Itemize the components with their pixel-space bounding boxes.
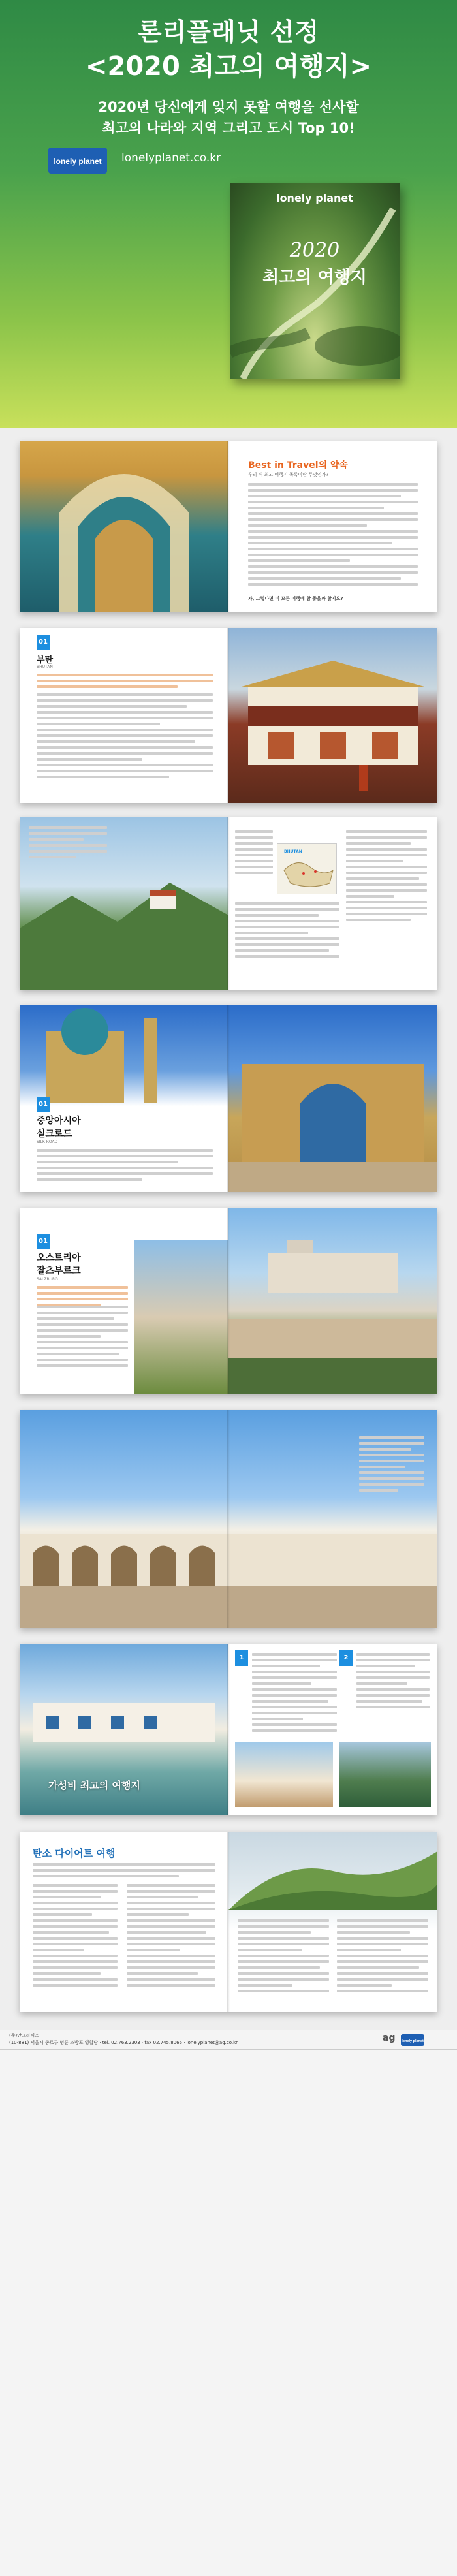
hero-subtitle-line2: 최고의 나라와 지역 그리고 도시 Top 10! (102, 120, 355, 136)
bhutan-lead-text (37, 674, 213, 691)
rank-badge: 01 (37, 1234, 50, 1249)
arch-photo (20, 441, 228, 612)
country-english: BHUTAN (37, 665, 53, 669)
region-map (277, 843, 337, 894)
rank-badge: 1 (235, 1650, 248, 1666)
country-english: SALZBURG (37, 1277, 58, 1281)
best-value-title: 가성비 최고의 여행지 (48, 1780, 140, 1791)
hero-banner (0, 0, 457, 428)
cover-year: 2020 (289, 239, 340, 262)
bhutan-body-text (37, 693, 213, 781)
rank-badge-2: 2 (339, 1650, 353, 1666)
intro-body-text (248, 483, 418, 589)
silk-road-text-page (20, 1005, 228, 1192)
spread-silk-road (20, 1005, 437, 1192)
rank-badge: 01 (37, 635, 50, 650)
intro-question: 우리 뒤 최고 여행지 목록이란 무엇인가? (248, 472, 329, 477)
cover-brand: lonely planet (276, 192, 353, 204)
hero-title-line1: 론리플래닛 선정 (137, 18, 320, 46)
lonely-planet-small-logo (401, 2034, 424, 2046)
bhutan-text-page (20, 628, 228, 803)
ag-logo: ag (383, 2033, 396, 2043)
salzburg-left-photo (134, 1240, 228, 1394)
best-value-text-page (228, 1644, 437, 1815)
best-value-photo-2 (339, 1742, 431, 1807)
country-title: 부탄 (37, 655, 54, 665)
country-title-line1: 중앙아시아 (37, 1116, 81, 1126)
logo-text: lonely planet (54, 157, 102, 166)
intro-heading: Best in Travel의 약속 (248, 460, 348, 471)
spread-bhutan (20, 628, 437, 803)
intro-page (228, 441, 437, 612)
rank-badge: 01 (37, 1097, 50, 1112)
best-value-photo (20, 1644, 228, 1815)
hero-title-line2: <2020 최고의 여행지> (85, 52, 372, 82)
best-value-small-photo (235, 1742, 333, 1807)
salzburg-fortress-photo (228, 1208, 437, 1394)
map-region-label: BHUTAN (284, 849, 302, 854)
bhutan-info-page (228, 817, 437, 990)
mosque-courtyard-photo (20, 1410, 437, 1628)
publisher-contact: (10-881) 서울시 종로구 명륜 조방포 영합당 · tel. 02.763.2303 · fax 02.745.8065 · lonelyplanet@ag.co.kr (9, 2040, 238, 2045)
country-english: SILK ROAD (37, 1140, 58, 1144)
carbon-diet-text-page (20, 1832, 228, 2012)
book-cover (230, 183, 400, 379)
country-title-line2: 실크로드 (37, 1129, 72, 1139)
intro-footer-note: 자, 그렇다면 이 모든 여행에 참 좋을까 할지요? (248, 596, 343, 601)
bhutan-temple-photo (228, 628, 437, 803)
footer (0, 2030, 457, 2576)
spread-best-in-travel (20, 441, 437, 612)
country-title-line2: 잘츠부르크 (37, 1266, 81, 1276)
salzburg-text-page (20, 1208, 228, 1394)
website-link[interactable]: lonelyplanet.co.kr (121, 151, 221, 165)
spread-bhutan-info (20, 817, 437, 990)
spread-mosque (20, 1410, 437, 1628)
mountain-monastery-photo (20, 817, 228, 990)
country-title-line1: 오스트리아 (37, 1253, 81, 1263)
footer-bar (0, 2030, 457, 2050)
registan-photo (228, 1005, 437, 1192)
spread-carbon-diet (20, 1832, 437, 2012)
lonely-planet-logo (48, 148, 107, 174)
spread-salzburg (20, 1208, 437, 1394)
spread-best-value (20, 1644, 437, 1815)
hill-photo-page (228, 1832, 437, 2012)
hero-subtitle-line1: 2020년 당신에게 잊지 못할 여행을 선사할 (98, 99, 359, 115)
publisher-name: (주)안그라픽스 (9, 2033, 40, 2038)
cover-title: 최고의 여행지 (262, 268, 367, 287)
small-logo-text: lonely planet (402, 2039, 424, 2043)
carbon-diet-title: 탄소 다이어트 여행 (33, 1847, 116, 1859)
